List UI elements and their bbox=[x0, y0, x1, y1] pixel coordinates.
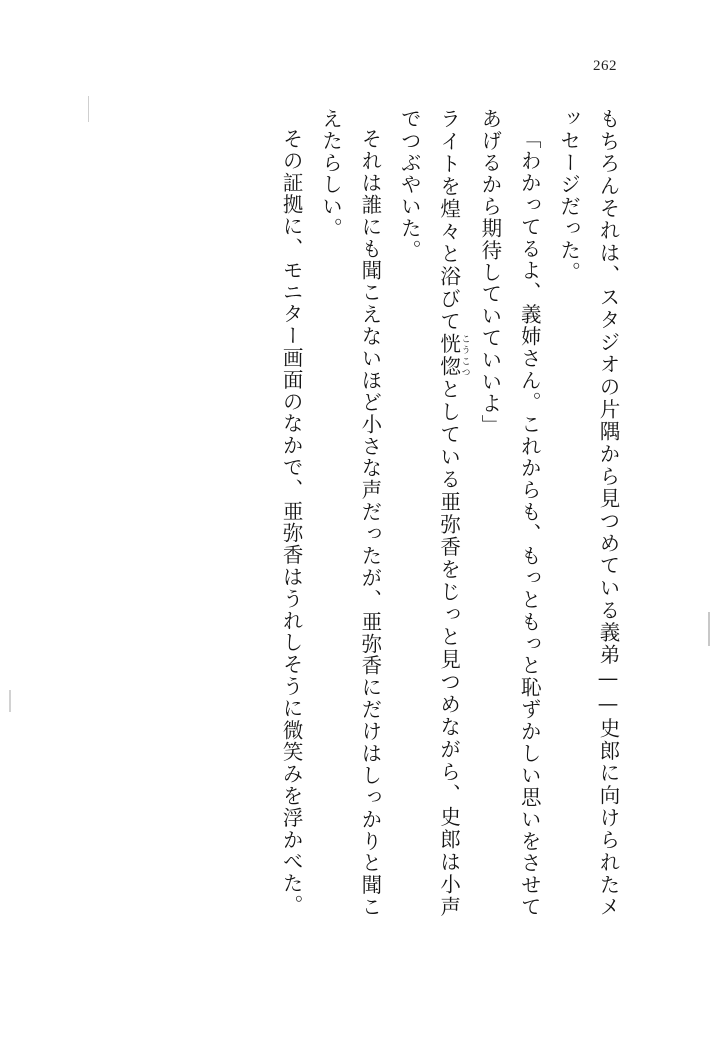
paragraph-indent bbox=[369, 108, 370, 128]
paragraph-2-text: 「わかってるよ、義姉さん。これからも、もっともっと恥ずかしい思いをさせてあげるから期待していていいよ」 bbox=[477, 108, 542, 918]
paragraph-3 bbox=[389, 108, 470, 918]
scan-artifact-left-bottom bbox=[9, 690, 11, 712]
scan-artifact-left-top bbox=[88, 96, 89, 122]
paragraph-2 bbox=[470, 108, 549, 918]
paragraph-indent bbox=[291, 108, 292, 128]
paragraph-1 bbox=[548, 108, 627, 918]
paragraph-5-text: その証拠に、モニター画面のなかで、亜弥香はうれしそうに微笑みを浮かべた。 bbox=[279, 128, 304, 917]
page-number: 262 bbox=[593, 58, 617, 74]
paragraph-3-text-before-ruby: ライトを煌々と浴びて bbox=[436, 108, 461, 334]
paragraph-5 bbox=[271, 108, 310, 918]
ruby-base: 恍惚 bbox=[436, 333, 461, 379]
paragraph-4 bbox=[310, 108, 389, 918]
vertical-text-body bbox=[279, 108, 627, 918]
scan-artifact-right-middle bbox=[708, 612, 710, 646]
paragraph-4-text: それは誰にも聞こえないほど小さな声だったが、亜弥香にだけはしっかりと聞こえたらしい。 bbox=[318, 108, 382, 918]
paragraph-1-text: もちろんそれは、スタジオの片隅から見つめている義弟——史郎に向けられたメッセージだった。 bbox=[556, 108, 620, 918]
ruby-annotation-kokotsu bbox=[436, 333, 470, 379]
paragraph-indent bbox=[529, 108, 530, 128]
ruby-text: こうこつ bbox=[459, 333, 470, 378]
paragraph-3-text-after-ruby: としている亜弥香をじっと見つめながら、史郎は小声でつぶやいた。 bbox=[397, 108, 461, 918]
